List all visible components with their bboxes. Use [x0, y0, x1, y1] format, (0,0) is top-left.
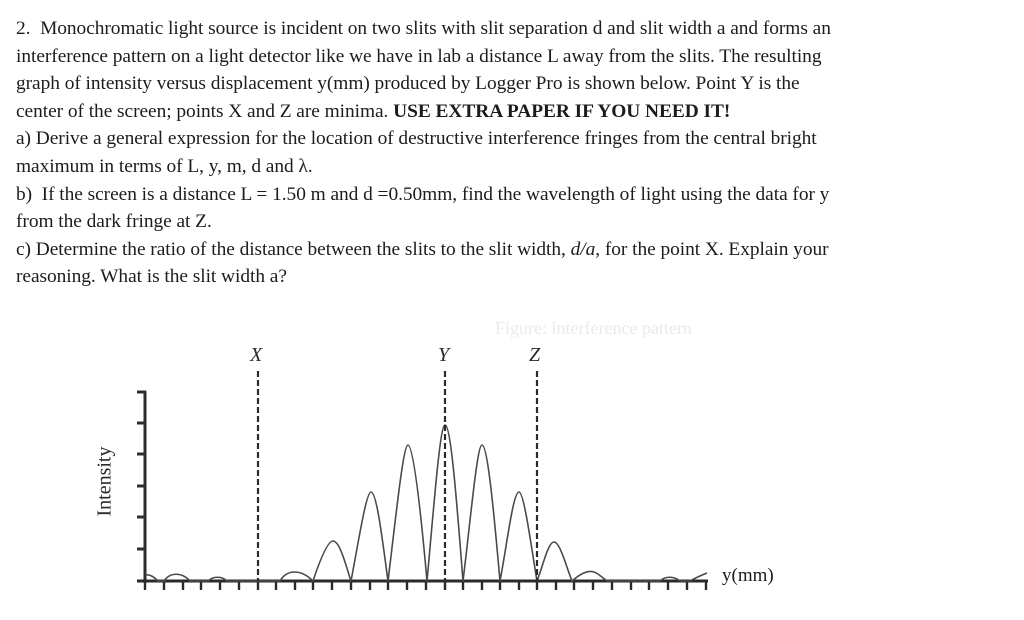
emphasis-note: USE EXTRA PAPER IF YOU NEED IT!	[393, 100, 731, 122]
part-a: a) Derive a general expression for the location of destructive interference fringes from the central bright maximum in terms of L, y, m, d and λ.	[16, 128, 817, 177]
x-axis	[137, 581, 708, 590]
part-label: c)	[16, 238, 31, 260]
y-axis-label: Intensity	[93, 446, 116, 517]
marker-label-y: Y	[438, 344, 450, 366]
x-axis-label: y(mm)	[722, 565, 774, 586]
problem-number: 2.	[16, 18, 31, 39]
part-b: b) If the screen is a distance L = 1.50 m and d =0.50mm, find the wavelength of light using the data for y from the dark fringe at Z.	[16, 183, 830, 233]
intensity-curve	[145, 425, 707, 581]
marker-label-z: Z	[529, 344, 541, 366]
part-label: a)	[16, 128, 31, 150]
marker-label-x: X	[250, 344, 263, 366]
part-c: c) Determine the ratio of the distance between the slits to the slit width, d/a, for the point X. Explain your reasoning. What is the slit width a?	[16, 238, 829, 288]
problem-intro: 2. Monochromatic light source is incident on two slits with slit separation d and slit width a and forms an interference pattern on a light detector like we have in lab a distance L away from the slits. The resulting graph of intensity versus displacement y(mm) produced by Logger Pro is shown below. Point Y is the center of the screen; points X and Z are minima. USE EXTRA PAPER IF YOU NEED IT!	[16, 18, 831, 122]
bleed-through-text: Figure: interference pattern	[495, 318, 692, 338]
marker-lines	[258, 371, 537, 581]
part-label: b)	[16, 183, 33, 205]
y-axis	[137, 391, 146, 583]
